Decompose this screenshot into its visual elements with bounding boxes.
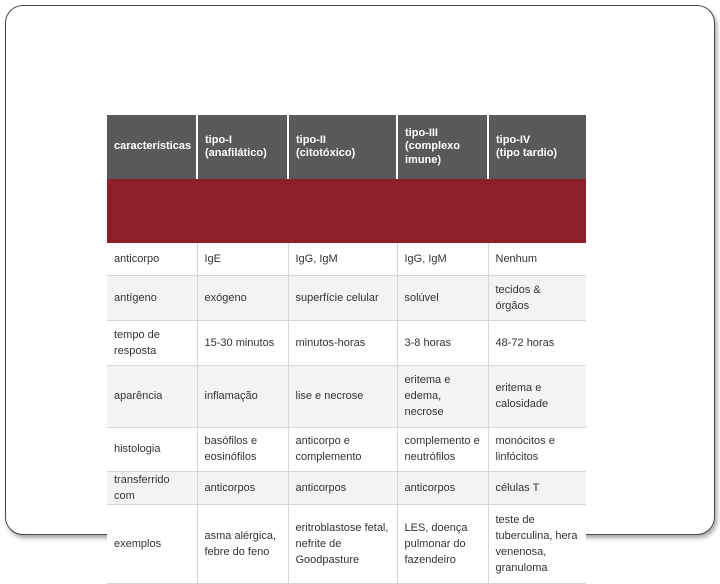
table-cell: eritroblastose fetal, nefrite de Goodpasture <box>288 504 397 583</box>
table-row <box>107 243 586 275</box>
table-cell: anticorpos <box>397 471 488 504</box>
row-label-cell: transferrido com <box>107 471 197 504</box>
table-cell: asma alérgica, febre do feno <box>197 504 288 583</box>
table-cell: 48-72 horas <box>488 320 586 365</box>
table-cell: exógeno <box>197 275 288 320</box>
table-cell: IgE <box>197 243 288 275</box>
table-row <box>107 471 586 504</box>
table-header-row <box>107 115 586 179</box>
table-row <box>107 504 586 583</box>
table-cell: eritema e edema, necrose <box>397 365 488 427</box>
table-cell: IgG, IgM <box>288 243 397 275</box>
table-cell: inflamação <box>197 365 288 427</box>
row-label-cell: tempo de resposta <box>107 320 197 365</box>
header-accent-row <box>107 179 586 243</box>
hypersensitivity-table <box>107 115 586 584</box>
table-cell: eritema e calosidade <box>488 365 586 427</box>
table-cell: LES, doença pulmonar do fazendeiro <box>397 504 488 583</box>
table-cell: Nenhum <box>488 243 586 275</box>
row-label-cell: aparência <box>107 365 197 427</box>
table-row <box>107 365 586 427</box>
table-cell: teste de tuberculina, hera venenosa, granuloma <box>488 504 586 583</box>
table-row <box>107 427 586 471</box>
header-cell: tipo-III (complexo imune) <box>397 115 488 179</box>
table-cell: solúvel <box>397 275 488 320</box>
row-label-cell: anticorpo <box>107 243 197 275</box>
table-cell: anticorpos <box>197 471 288 504</box>
table-cell: tecidos & órgãos <box>488 275 586 320</box>
header-cell: tipo-II (citotóxico) <box>288 115 397 179</box>
header-accent-line <box>107 179 586 243</box>
table-cell: anticorpo e complemento <box>288 427 397 471</box>
hypersensitivity-table-container <box>107 115 586 574</box>
table-cell: minutos-horas <box>288 320 397 365</box>
table-cell: IgG, IgM <box>397 243 488 275</box>
header-cell: tipo-I (anafilático) <box>197 115 288 179</box>
table-cell: anticorpos <box>288 471 397 504</box>
table-cell: 15-30 minutos <box>197 320 288 365</box>
table-cell: 3-8 horas <box>397 320 488 365</box>
row-label-cell: histologia <box>107 427 197 471</box>
table-cell: células T <box>488 471 586 504</box>
table-row <box>107 320 586 365</box>
table-cell: superfície celular <box>288 275 397 320</box>
table-cell: lise e necrose <box>288 365 397 427</box>
table-cell: monócitos e linfócitos <box>488 427 586 471</box>
table-cell: complemento e neutrófilos <box>397 427 488 471</box>
table-row <box>107 275 586 320</box>
header-cell: tipo-IV (tipo tardio) <box>488 115 586 179</box>
row-label-cell: exemplos <box>107 504 197 583</box>
table-cell: basófilos e eosinófilos <box>197 427 288 471</box>
row-label-cell: antígeno <box>107 275 197 320</box>
header-cell: características <box>107 115 197 179</box>
